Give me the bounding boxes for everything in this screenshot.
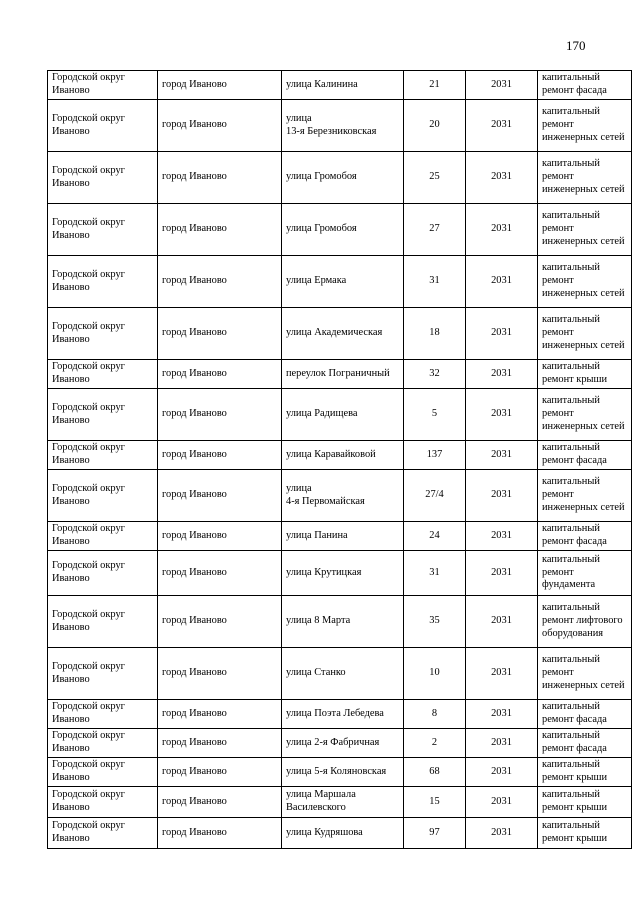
street-line: улица Кудряшова bbox=[286, 826, 363, 838]
district-cell: Городской округ Иваново bbox=[48, 700, 158, 729]
street-cell bbox=[282, 596, 404, 648]
street-cell bbox=[282, 256, 404, 308]
street-line: улица Громобоя bbox=[286, 171, 357, 183]
district-cell: Городской округ Иваново bbox=[48, 256, 158, 308]
house-number-cell: 8 bbox=[404, 700, 466, 729]
district-cell: Городской округ Иваново bbox=[48, 71, 158, 100]
street-cell bbox=[282, 100, 404, 152]
table-row bbox=[48, 596, 632, 648]
house-number-cell: 68 bbox=[404, 758, 466, 787]
house-number-cell: 137 bbox=[404, 441, 466, 470]
table-row bbox=[48, 551, 632, 596]
district-cell: Городской округ Иваново bbox=[48, 596, 158, 648]
year-cell: 2031 bbox=[466, 522, 538, 551]
table-row bbox=[48, 648, 632, 700]
work-type-cell: капитальный ремонт крыши bbox=[538, 818, 632, 849]
work-type-cell: капитальный ремонт инженерных сетей bbox=[538, 308, 632, 360]
city-cell: город Иваново bbox=[158, 152, 282, 204]
table-row bbox=[48, 522, 632, 551]
city-cell: город Иваново bbox=[158, 551, 282, 596]
work-type-cell: капитальный ремонт крыши bbox=[538, 758, 632, 787]
street-cell bbox=[282, 308, 404, 360]
street-line: улица Академическая bbox=[286, 327, 383, 339]
house-number-cell: 31 bbox=[404, 256, 466, 308]
street-cell bbox=[282, 758, 404, 787]
work-type-cell: капитальный ремонт инженерных сетей bbox=[538, 100, 632, 152]
table-row bbox=[48, 818, 632, 849]
city-cell: город Иваново bbox=[158, 729, 282, 758]
district-cell: Городской округ Иваново bbox=[48, 551, 158, 596]
table-row bbox=[48, 758, 632, 787]
street-cell bbox=[282, 551, 404, 596]
year-cell: 2031 bbox=[466, 204, 538, 256]
street-cell bbox=[282, 71, 404, 100]
district-cell: Городской округ Иваново bbox=[48, 787, 158, 818]
district-cell: Городской округ Иваново bbox=[48, 818, 158, 849]
work-type-cell: капитальный ремонт фасада bbox=[538, 71, 632, 100]
street-line: улица bbox=[286, 112, 312, 124]
work-type-cell: капитальный ремонт фасада bbox=[538, 729, 632, 758]
street-line: 4-я Первомайская bbox=[286, 495, 365, 507]
work-type-cell: капитальный ремонт инженерных сетей bbox=[538, 256, 632, 308]
year-cell: 2031 bbox=[466, 441, 538, 470]
year-cell: 2031 bbox=[466, 551, 538, 596]
house-number-cell: 21 bbox=[404, 71, 466, 100]
district-cell: Городской округ Иваново bbox=[48, 648, 158, 700]
city-cell: город Иваново bbox=[158, 470, 282, 522]
house-number-cell: 5 bbox=[404, 389, 466, 441]
city-cell: город Иваново bbox=[158, 204, 282, 256]
repair-schedule-table bbox=[47, 70, 632, 849]
work-type-cell: капитальный ремонт инженерных сетей bbox=[538, 389, 632, 441]
street-cell bbox=[282, 700, 404, 729]
district-cell: Городской округ Иваново bbox=[48, 308, 158, 360]
table-row bbox=[48, 100, 632, 152]
street-line: улица Ермака bbox=[286, 275, 347, 287]
table-row bbox=[48, 71, 632, 100]
table-row bbox=[48, 470, 632, 522]
city-cell: город Иваново bbox=[158, 389, 282, 441]
street-cell bbox=[282, 787, 404, 818]
year-cell: 2031 bbox=[466, 729, 538, 758]
city-cell: город Иваново bbox=[158, 648, 282, 700]
work-type-cell: капитальный ремонт инженерных сетей bbox=[538, 204, 632, 256]
year-cell: 2031 bbox=[466, 470, 538, 522]
street-line: улица 5-я Коляновская bbox=[286, 765, 387, 777]
year-cell: 2031 bbox=[466, 787, 538, 818]
street-cell bbox=[282, 818, 404, 849]
street-line: улица Крутицкая bbox=[286, 566, 362, 578]
street-cell bbox=[282, 522, 404, 551]
table-row bbox=[48, 389, 632, 441]
house-number-cell: 2 bbox=[404, 729, 466, 758]
work-type-cell: капитальный ремонт фасада bbox=[538, 700, 632, 729]
city-cell: город Иваново bbox=[158, 308, 282, 360]
year-cell: 2031 bbox=[466, 389, 538, 441]
table-row bbox=[48, 360, 632, 389]
work-type-cell: капитальный ремонт фасада bbox=[538, 441, 632, 470]
city-cell: город Иваново bbox=[158, 441, 282, 470]
city-cell: город Иваново bbox=[158, 71, 282, 100]
city-cell: город Иваново bbox=[158, 360, 282, 389]
city-cell: город Иваново bbox=[158, 758, 282, 787]
work-type-cell: капитальный ремонт фундамента bbox=[538, 551, 632, 596]
house-number-cell: 27 bbox=[404, 204, 466, 256]
work-type-cell: капитальный ремонт крыши bbox=[538, 360, 632, 389]
street-line: улица Поэта Лебедева bbox=[286, 707, 384, 719]
district-cell: Городской округ Иваново bbox=[48, 389, 158, 441]
street-cell bbox=[282, 204, 404, 256]
house-number-cell: 24 bbox=[404, 522, 466, 551]
house-number-cell: 15 bbox=[404, 787, 466, 818]
house-number-cell: 25 bbox=[404, 152, 466, 204]
street-line: переулок Пограничный bbox=[286, 367, 390, 379]
table-row bbox=[48, 441, 632, 470]
street-cell bbox=[282, 441, 404, 470]
city-cell: город Иваново bbox=[158, 700, 282, 729]
work-type-cell: капитальный ремонт крыши bbox=[538, 787, 632, 818]
street-line: улица Громобоя bbox=[286, 223, 357, 235]
street-line: улица 2-я Фабричная bbox=[286, 736, 380, 748]
street-line: улица Маршала bbox=[286, 789, 356, 801]
work-type-cell: капитальный ремонт инженерных сетей bbox=[538, 648, 632, 700]
house-number-cell: 97 bbox=[404, 818, 466, 849]
year-cell: 2031 bbox=[466, 256, 538, 308]
table-row bbox=[48, 729, 632, 758]
year-cell: 2031 bbox=[466, 308, 538, 360]
street-line: улица Станко bbox=[286, 667, 346, 679]
year-cell: 2031 bbox=[466, 758, 538, 787]
street-cell bbox=[282, 152, 404, 204]
street-cell bbox=[282, 729, 404, 758]
street-line: 13-я Березниковская bbox=[286, 125, 377, 137]
table-row bbox=[48, 787, 632, 818]
work-type-cell: капитальный ремонт инженерных сетей bbox=[538, 152, 632, 204]
street-cell bbox=[282, 648, 404, 700]
district-cell: Городской округ Иваново bbox=[48, 152, 158, 204]
table-row bbox=[48, 308, 632, 360]
district-cell: Городской округ Иваново bbox=[48, 729, 158, 758]
table-row bbox=[48, 152, 632, 204]
table-row bbox=[48, 204, 632, 256]
street-line: улица Калинина bbox=[286, 78, 358, 90]
table-row bbox=[48, 700, 632, 729]
city-cell: город Иваново bbox=[158, 522, 282, 551]
city-cell: город Иваново bbox=[158, 100, 282, 152]
table-body bbox=[48, 71, 632, 849]
street-cell bbox=[282, 470, 404, 522]
district-cell: Городской округ Иваново bbox=[48, 441, 158, 470]
street-line: Василевского bbox=[286, 802, 346, 813]
house-number-cell: 31 bbox=[404, 551, 466, 596]
street-line: улица 8 Марта bbox=[286, 615, 351, 627]
year-cell: 2031 bbox=[466, 700, 538, 729]
district-cell: Городской округ Иваново bbox=[48, 100, 158, 152]
street-line: улица Панина bbox=[286, 529, 348, 541]
house-number-cell: 27/4 bbox=[404, 470, 466, 522]
page-number: 170 bbox=[566, 38, 586, 53]
year-cell: 2031 bbox=[466, 648, 538, 700]
year-cell: 2031 bbox=[466, 152, 538, 204]
work-type-cell: капитальный ремонт инженерных сетей bbox=[538, 470, 632, 522]
city-cell: город Иваново bbox=[158, 596, 282, 648]
table-row bbox=[48, 256, 632, 308]
year-cell: 2031 bbox=[466, 71, 538, 100]
house-number-cell: 35 bbox=[404, 596, 466, 648]
district-cell: Городской округ Иваново bbox=[48, 360, 158, 389]
district-cell: Городской округ Иваново bbox=[48, 470, 158, 522]
street-line: улица bbox=[286, 482, 312, 494]
house-number-cell: 32 bbox=[404, 360, 466, 389]
street-line: улица Каравайковой bbox=[286, 448, 376, 460]
city-cell: город Иваново bbox=[158, 787, 282, 818]
district-cell: Городской округ Иваново bbox=[48, 758, 158, 787]
house-number-cell: 10 bbox=[404, 648, 466, 700]
street-cell bbox=[282, 389, 404, 441]
year-cell: 2031 bbox=[466, 818, 538, 849]
year-cell: 2031 bbox=[466, 596, 538, 648]
work-type-cell: капитальный ремонт лифтового оборудования bbox=[538, 596, 632, 648]
city-cell: город Иваново bbox=[158, 818, 282, 849]
district-cell: Городской округ Иваново bbox=[48, 204, 158, 256]
year-cell: 2031 bbox=[466, 360, 538, 389]
street-cell bbox=[282, 360, 404, 389]
house-number-cell: 18 bbox=[404, 308, 466, 360]
district-cell: Городской округ Иваново bbox=[48, 522, 158, 551]
year-cell: 2031 bbox=[466, 100, 538, 152]
street-line: улица Радищева bbox=[286, 408, 358, 420]
work-type-cell: капитальный ремонт фасада bbox=[538, 522, 632, 551]
house-number-cell: 20 bbox=[404, 100, 466, 152]
city-cell: город Иваново bbox=[158, 256, 282, 308]
